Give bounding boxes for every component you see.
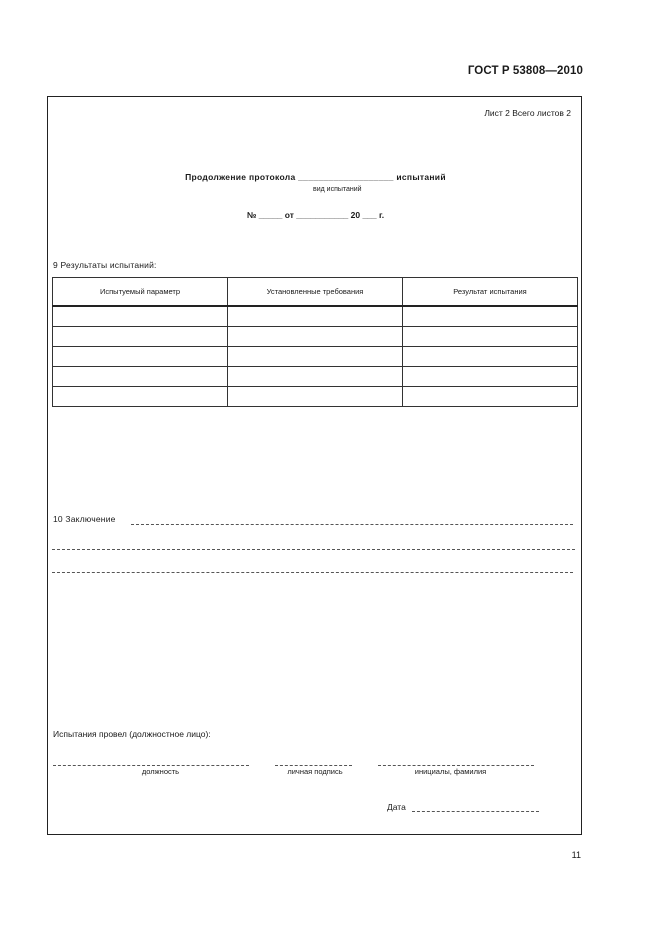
protocol-subtitle: вид испытаний [313, 186, 362, 193]
section10-title: 10 Заключение [53, 514, 116, 524]
date-label: Дата [387, 802, 406, 812]
table-cell [228, 327, 403, 347]
tested-by-label: Испытания провел (должностное лицо): [53, 729, 211, 739]
date-line [412, 811, 539, 812]
position-line [53, 765, 249, 766]
section9-title: 9 Результаты испытаний: [53, 260, 157, 270]
position-caption: должность [141, 767, 180, 776]
table-cell [228, 387, 403, 407]
results-table [52, 277, 578, 407]
table-header-row [53, 278, 578, 307]
table-cell [53, 327, 228, 347]
table-cell [53, 367, 228, 387]
table-row [53, 367, 578, 387]
signature-caption: личная подпись [287, 767, 343, 776]
table-row [53, 387, 578, 407]
protocol-title: Продолжение протокола ___________________ испытаний [185, 172, 446, 182]
table-cell [403, 387, 578, 407]
table-cell [228, 347, 403, 367]
table-row [53, 327, 578, 347]
conclusion-line-3 [52, 572, 573, 573]
conclusion-line-2 [52, 549, 575, 550]
table-row [53, 306, 578, 327]
table-cell [53, 306, 228, 327]
table-cell [403, 306, 578, 327]
name-line [378, 765, 534, 766]
name-caption: инициалы, фамилия [414, 767, 487, 776]
table-cell [403, 327, 578, 347]
page-number: 11 [571, 850, 581, 860]
column-header-result: Результат испытания [403, 278, 578, 307]
table-cell [403, 347, 578, 367]
column-header-requirements: Установленные требования [228, 278, 403, 307]
signature-line [275, 765, 352, 766]
table-row [53, 347, 578, 367]
table-cell [228, 367, 403, 387]
standard-code: ГОСТ Р 53808—2010 [467, 65, 583, 77]
column-header-parameter: Испытуемый параметр [53, 278, 228, 307]
protocol-number: № _____ от ___________ 20 ___ г. [246, 210, 385, 220]
table-cell [53, 347, 228, 367]
table-cell [53, 387, 228, 407]
sheet-info: Лист 2 Всего листов 2 [484, 108, 571, 118]
conclusion-line-1 [131, 524, 573, 525]
protocol-form [47, 96, 582, 835]
table-cell [403, 367, 578, 387]
table-cell [228, 306, 403, 327]
